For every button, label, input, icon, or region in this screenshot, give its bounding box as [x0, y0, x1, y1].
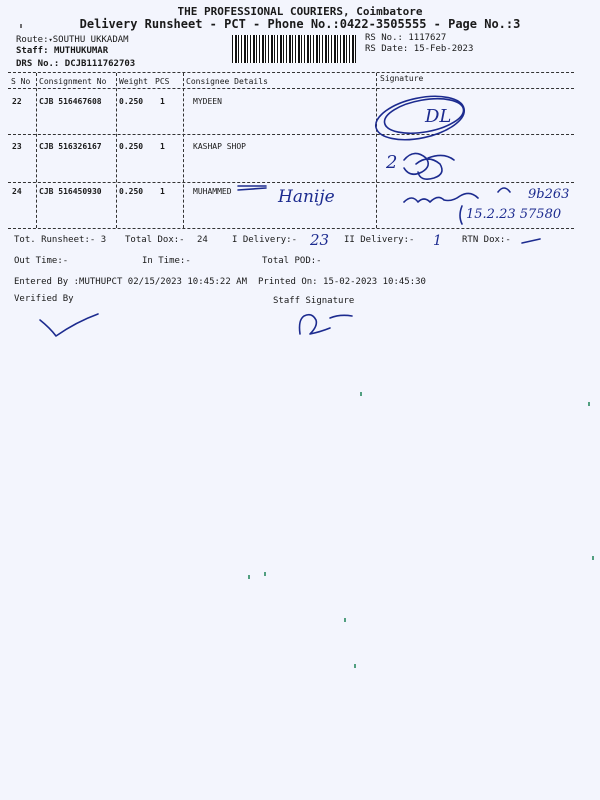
rs-no-label: RS No.:	[365, 33, 403, 43]
staff-signature	[300, 315, 353, 334]
row-pcs: 1	[160, 142, 165, 151]
consignee-overwrite-strike	[238, 186, 266, 190]
verified-by-signature	[40, 314, 98, 336]
route-label: Route:	[16, 35, 49, 45]
i-delivery-label: I Delivery:-	[232, 235, 298, 245]
i-delivery-handwritten: 23	[310, 231, 330, 249]
verified-by-label: Verified By	[14, 294, 74, 304]
row-consignment: CJB 516326167	[39, 142, 102, 151]
total-runsheet: Tot. Runsheet:- 3	[14, 235, 107, 245]
document-title: THE PROFESSIONAL COURIERS, Coimbatore	[177, 5, 423, 18]
staff-value: MUTHUKUMAR	[53, 46, 109, 56]
row-sno: 24	[12, 187, 22, 196]
row-weight: 0.250	[119, 187, 144, 196]
total-dox-value: 24	[197, 235, 208, 245]
drs-value: DCJB111762703	[64, 59, 136, 69]
document-subtitle: Delivery Runsheet - PCT - Phone No.:0422-3505555 - Page No.:3	[79, 17, 521, 31]
row3-signature-number: 9b263	[528, 187, 570, 202]
row2-signature: 2	[386, 152, 398, 173]
row-pcs: 1	[160, 187, 165, 196]
rs-no-value: 1117627	[408, 33, 447, 43]
route-value: SOUTHU UKKADAM	[52, 35, 129, 45]
row2-signature-scribble	[404, 153, 454, 179]
row3-signature-date: 15.2.23 57580	[466, 207, 562, 222]
row-consignee: MUHAMMED	[193, 187, 232, 196]
scan-speck	[264, 572, 266, 576]
row-consignee: KASHAP SHOP	[193, 142, 246, 151]
entered-by: Entered By :MUTHUPCT 02/15/2023 10:45:22 AM	[14, 277, 247, 287]
staff-signature-label: Staff Signature	[273, 296, 355, 306]
printed-on: Printed On: 15-02-2023 10:45:30	[258, 277, 426, 287]
rs-date-label: RS Date:	[365, 44, 409, 54]
ii-delivery-label: II Delivery:-	[344, 235, 415, 245]
staff-label: Staff:	[16, 46, 49, 56]
row-sno: 23	[12, 142, 22, 151]
rs-date-value: 15-Feb-2023	[413, 44, 474, 54]
row-consignment: CJB 516450930	[39, 187, 102, 196]
col-header-consignment: Consignment No	[39, 77, 107, 86]
dl-signature-oval	[382, 93, 466, 138]
row3-signature-scribble	[404, 188, 510, 202]
handwritten-totals	[0, 225, 600, 255]
dl-signature: DL	[425, 106, 452, 127]
total-dox-label: Total Dox:-	[125, 235, 185, 245]
row-sno: 22	[12, 97, 22, 106]
route-arrow-icon: ▾	[48, 36, 53, 44]
row-weight: 0.250	[119, 142, 144, 151]
total-pod: Total POD:-	[262, 256, 322, 266]
scan-speck	[592, 556, 594, 560]
drs-label: DRS No.:	[16, 59, 60, 69]
rtn-dox-label: RTN Dox:-	[462, 235, 511, 245]
scan-speck	[248, 575, 250, 579]
scan-speck	[344, 618, 346, 622]
row-consignment: CJB 516467608	[39, 97, 102, 106]
col-header-signature: Signature	[380, 74, 424, 83]
col-header-weight: Weight	[119, 77, 148, 86]
col-header-consignee: Consignee Details	[186, 77, 268, 86]
ii-delivery-handwritten: 1	[433, 233, 442, 249]
consignee-handwritten-name: Hanije	[278, 187, 335, 207]
rtn-dox-dash-mark	[522, 239, 540, 243]
out-time: Out Time:-	[14, 256, 69, 266]
handwritten-signatures	[0, 0, 600, 240]
col-header-pcs: PCS	[155, 77, 170, 86]
scan-speck	[588, 402, 590, 406]
footer-signatures	[0, 300, 600, 350]
col-header-sno: S No	[11, 77, 31, 86]
row3-bracket-mark	[460, 206, 462, 224]
scan-speck	[354, 664, 356, 668]
row-consignee: MYDEEN	[193, 97, 222, 106]
scan-speck	[20, 24, 22, 28]
row-weight: 0.250	[119, 97, 144, 106]
scan-speck	[360, 392, 362, 396]
in-time: In Time:-	[142, 256, 191, 266]
row-pcs: 1	[160, 97, 165, 106]
